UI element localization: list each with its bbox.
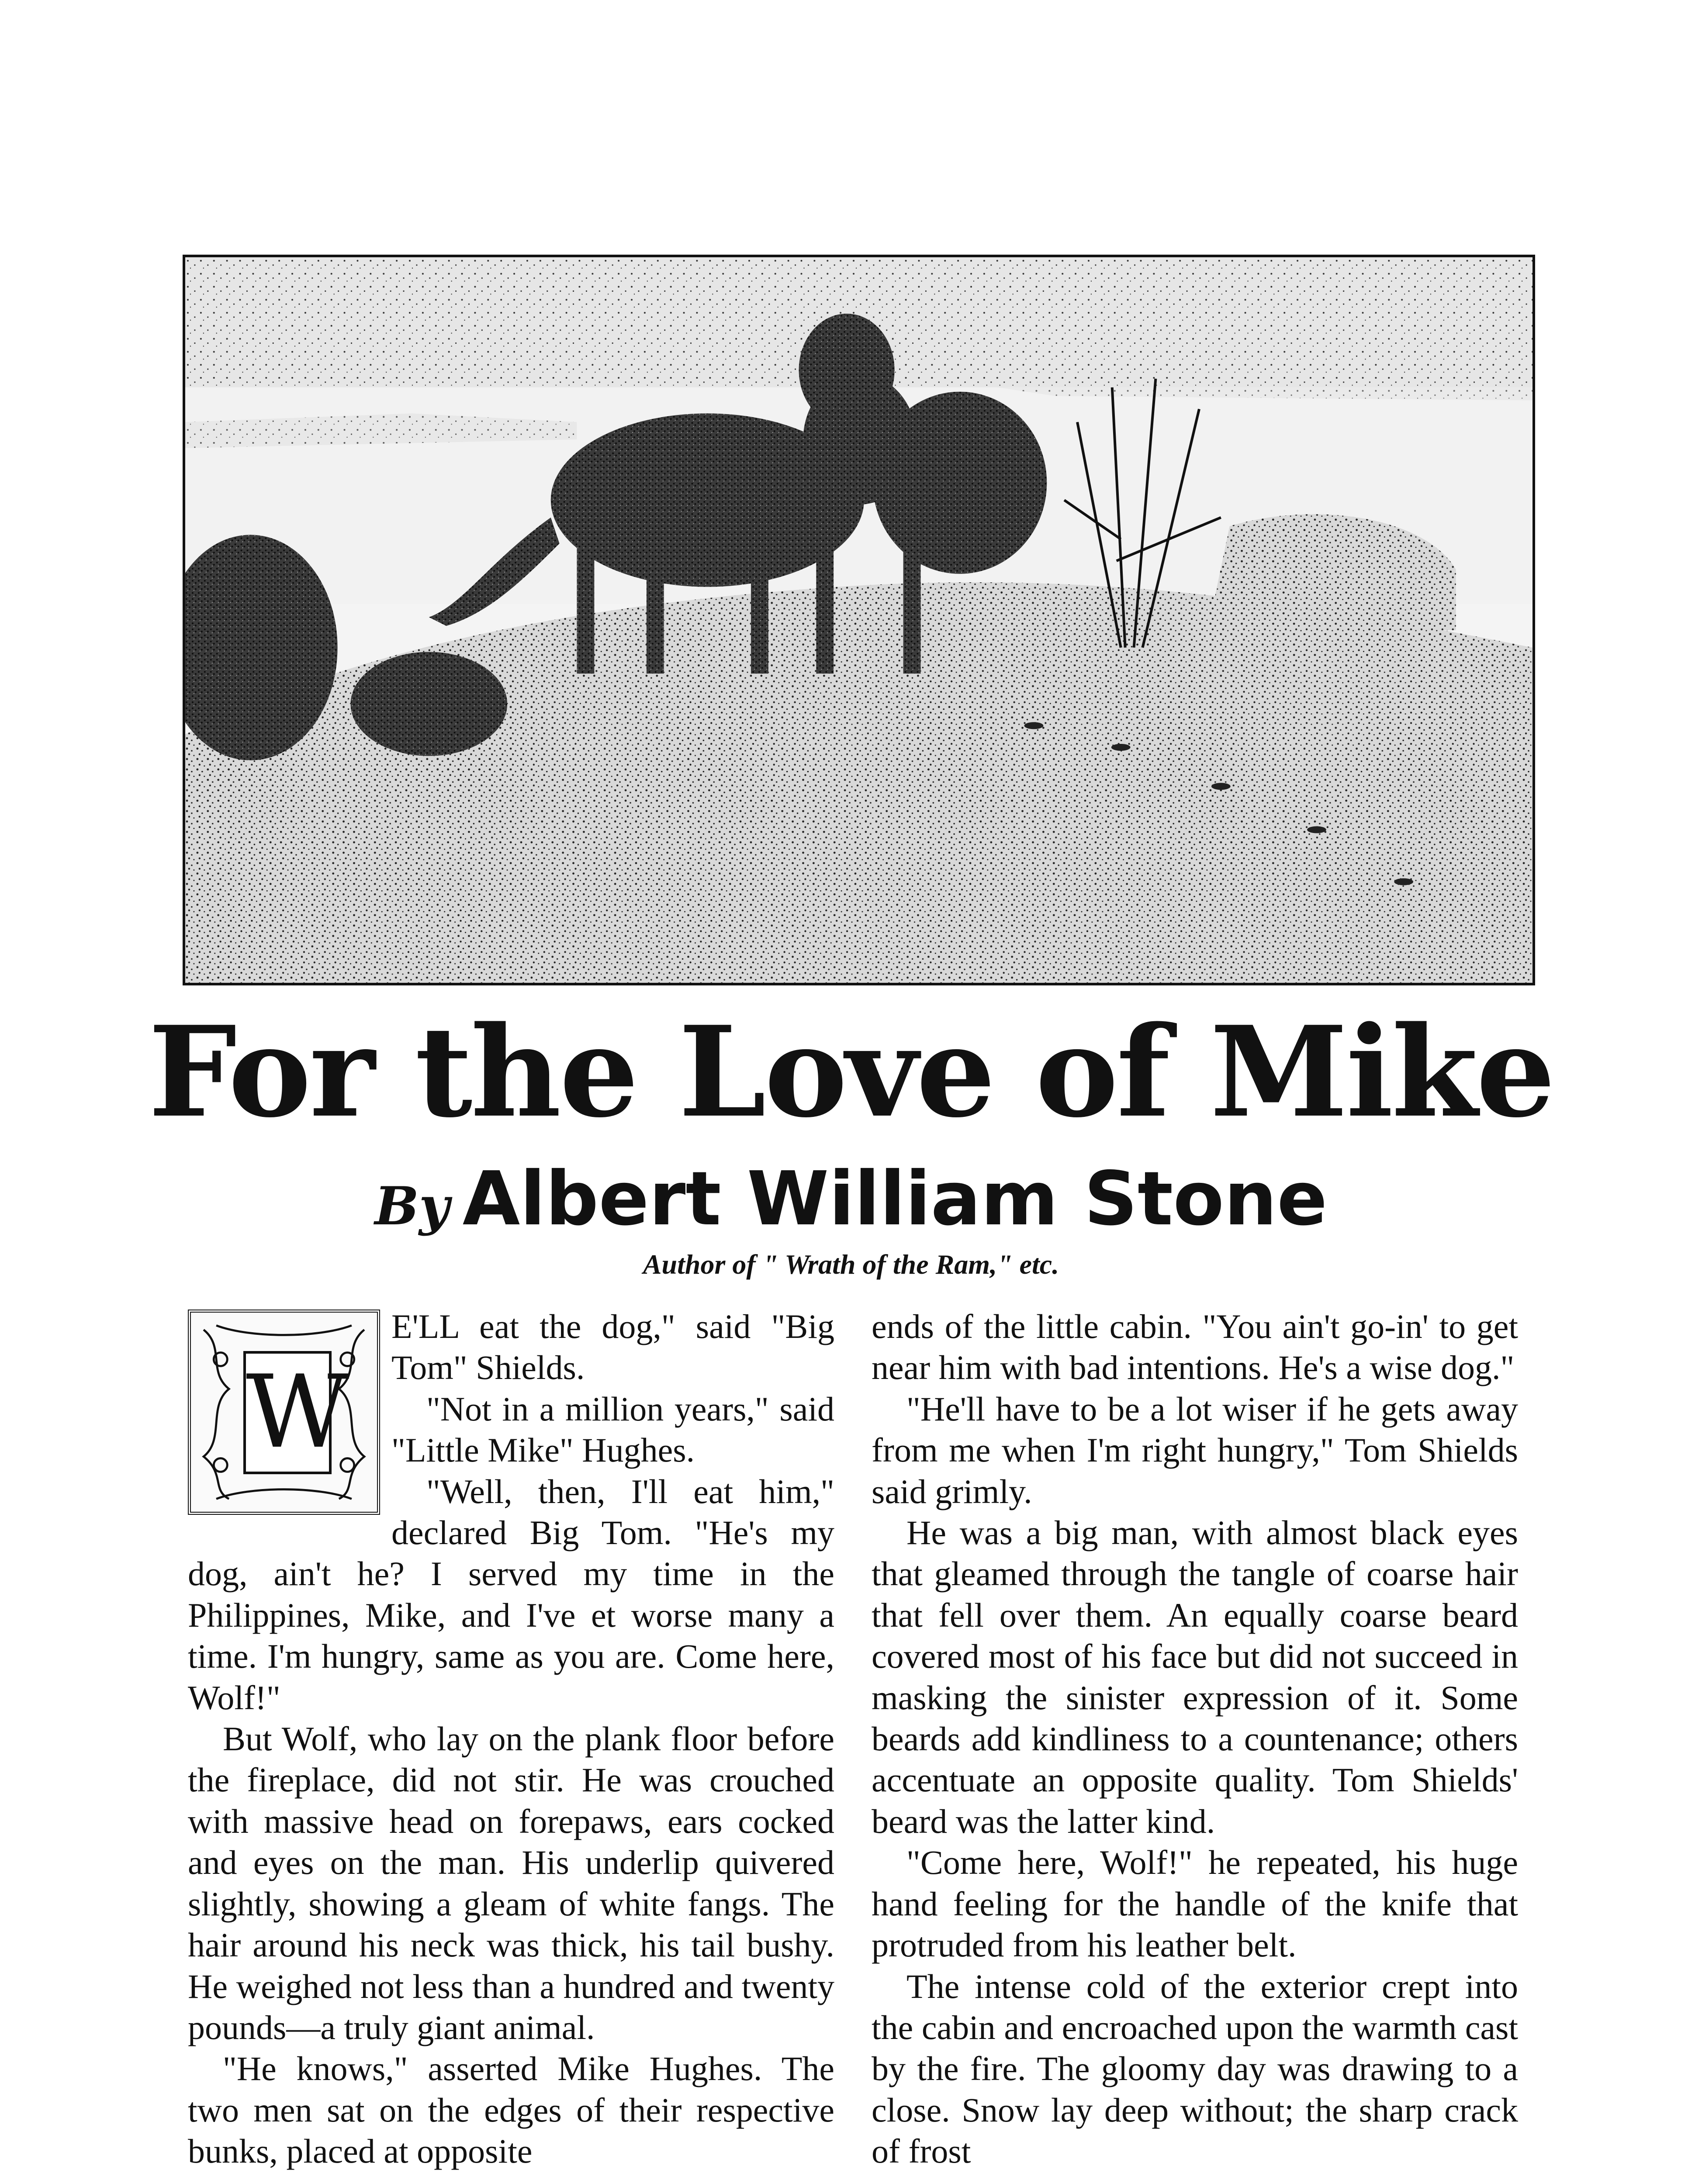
drop-cap-letter: W bbox=[243, 1351, 332, 1474]
author-credit: Author of " Wrath of the Ram," etc. bbox=[643, 1249, 1059, 1280]
byline-prefix: By bbox=[374, 1175, 450, 1237]
byline bbox=[0, 1155, 1702, 1250]
paragraph: The intense cold of the exterior crept into the cabin and encroached upon the warmth cast by the fire. The gloomy day was drawing to a close. Snow lay deep without; the sharp crack of frost bbox=[872, 1967, 1518, 2170]
text-column-right bbox=[872, 1306, 1518, 2172]
paragraph: "Come here, Wolf!" he repeated, his huge hand feeling for the handle of the knife that protruded from his leather belt. bbox=[872, 1843, 1518, 1964]
paragraph: "He knows," asserted Mike Hughes. The two men sat on the edges of their respective bunks, placed at opposite bbox=[188, 2049, 834, 2170]
paragraph: E'LL eat the dog," said "Big Tom" Shields. bbox=[391, 1307, 834, 1387]
story-title: For the Love of Mike bbox=[148, 999, 1554, 1145]
paragraph: "Not in a million years," said "Little Mike" Hughes. bbox=[391, 1389, 834, 1469]
author-name: Albert William Stone bbox=[462, 1156, 1328, 1242]
illustration-art bbox=[185, 257, 1532, 983]
drop-cap-ornament bbox=[188, 1310, 380, 1515]
paragraph: "He'll have to be a lot wiser if he gets away from me when I'm right hungry," Tom Shields said grimly. bbox=[872, 1389, 1518, 1510]
text-column-left bbox=[188, 1306, 834, 2172]
paragraph: But Wolf, who lay on the plank floor before the fireplace, did not stir. He was crouched with massive head on forepaws, ears cocked and eyes on the man. His underlip quivered slightly, showing a gleam of white fangs. The hair around his neck was thick, his tail bushy. He weighed not less than a hundred and twenty pounds—a truly giant animal. bbox=[188, 1720, 834, 2046]
paragraph: "Well, then, I'll eat him," declared Big Tom. "He's my dog, ain't he? I served my time in the Philippines, Mike, and I've et worse many a time. I'm hungry, same as you are. Come here, Wolf!" bbox=[188, 1472, 834, 1717]
wolves-in-snow-illustration bbox=[183, 255, 1535, 985]
paragraph: ends of the little cabin. "You ain't go-in' to get near him with bad intentions. He's a wise dog." bbox=[872, 1307, 1518, 1387]
paragraph: He was a big man, with almost black eyes that gleamed through the tangle of coarse hair that fell over them. An equally coarse beard covered most of his face but did not succeed in masking the sinister expression of it. Some beards add kindliness to a countenance; others accentuate an opposite quality. Tom Shields' beard was the latter kind. bbox=[872, 1514, 1518, 1840]
